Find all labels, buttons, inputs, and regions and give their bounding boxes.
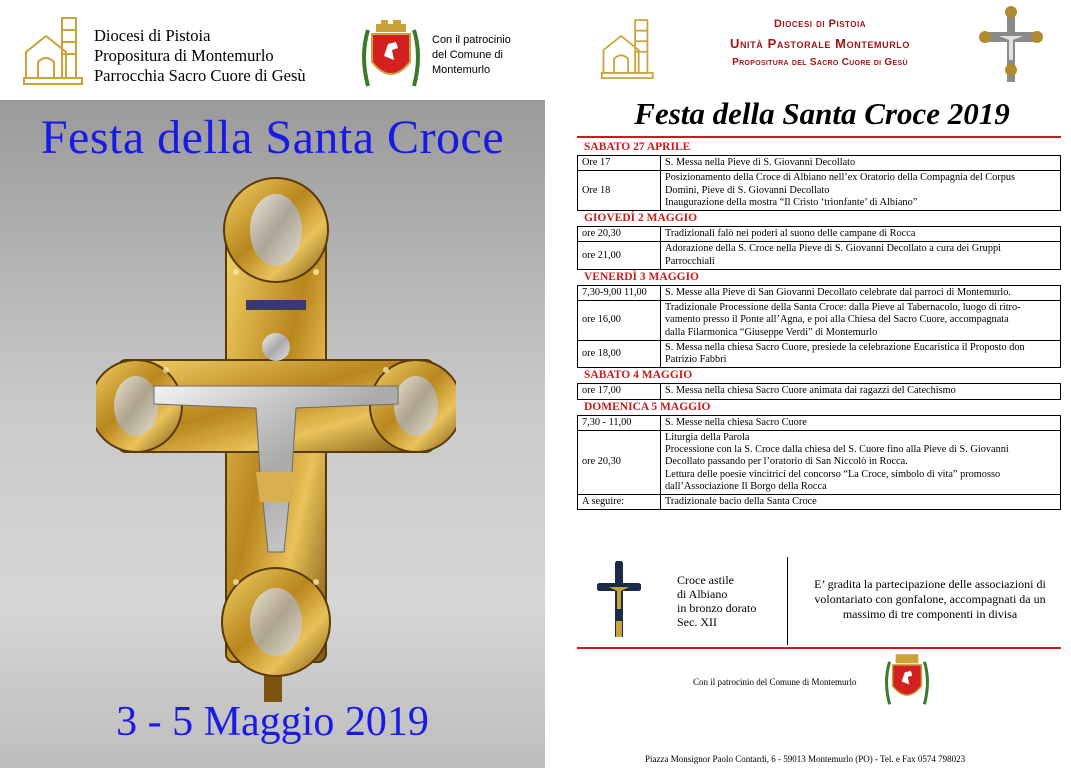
diocese-line: Propositura di Montemurlo: [94, 46, 274, 65]
day-events: [577, 415, 1061, 510]
event-row: [578, 156, 1061, 171]
event-desc: [661, 495, 1061, 510]
caption-line: Sec. XII: [677, 615, 717, 629]
event-line: Lettura delle poesie vincitrici del concorso “La Croce, simbolo di vita” promosso: [665, 468, 1001, 480]
albiano-cross-icon: [597, 561, 641, 639]
parish-heading: [675, 18, 965, 68]
event-time: 7,30 - 11,00: [578, 415, 661, 430]
event-time: ore 17,00: [578, 384, 661, 399]
event-line: S. Messa nella Pieve di S. Giovanni Decollato: [665, 157, 856, 169]
event-row: [578, 171, 1061, 211]
day-heading: SABATO 27 APRILE: [584, 141, 691, 153]
event-line: Inaugurazione della mostra “Il Cristo ‘trionfante’ di Albiano”: [665, 196, 918, 208]
day-events: [577, 226, 1061, 270]
patronage-note: [432, 33, 511, 78]
right-page: [545, 0, 1071, 768]
event-time: ore 20,30: [578, 227, 661, 242]
day-events: [577, 285, 1061, 368]
event-desc: [661, 227, 1061, 242]
event-time: ore 16,00: [578, 301, 661, 341]
diocese-line: Parrocchia Sacro Cuore di Gesù: [94, 66, 306, 85]
event-time: Ore 17: [578, 156, 661, 171]
event-line: Liturgia della Parola: [665, 432, 750, 444]
event-line: dalla Filarmonica “Giuseppe Verdi” di Montemurlo: [665, 326, 878, 338]
small-cross-icon: [979, 4, 1043, 84]
event-line: Adorazione della S. Croce nella Pieve di S. Giovanni Decollato a cura dei Gruppi: [665, 243, 1001, 255]
event-time: ore 21,00: [578, 242, 661, 269]
coat-of-arms-icon: [882, 650, 932, 710]
caption-line: di Albiano: [677, 587, 728, 601]
poster-title: Festa della Santa Croce: [40, 111, 505, 164]
event-row: [578, 415, 1061, 430]
caption-line: in bronzo dorato: [677, 601, 757, 615]
cross-caption: [677, 573, 756, 629]
poster-dates: 3 - 5 Maggio 2019: [116, 699, 429, 745]
event-row: [578, 431, 1061, 495]
event-time: A seguire:: [578, 495, 661, 510]
event-line: S. Messe nella chiesa Sacro Cuore: [665, 416, 807, 428]
event-time: ore 20,30: [578, 431, 661, 495]
event-line: S. Messa nella chiesa Sacro Cuore animata dai ragazzi del Catechismo: [665, 385, 956, 397]
event-line: Posizionamento della Croce di Albiano nell’ex Oratorio della Compagnia del Corpus: [665, 172, 1016, 184]
event-line: Domini, Pieve di S. Giovanni Decollato: [665, 184, 830, 196]
red-rule: [577, 136, 1061, 138]
diocese-line: Diocesi di Pistoia: [94, 26, 211, 45]
event-desc: [661, 171, 1061, 211]
event-row: [578, 384, 1061, 399]
coat-of-arms-icon: [358, 16, 424, 92]
event-line: Processione con la S. Croce dalla chiesa del S. Cuore fino alla Pieve di S. Giovanni: [665, 444, 1009, 456]
event-row: [578, 301, 1061, 341]
event-line: Tradizionale bacio della Santa Croce: [665, 496, 817, 508]
patronage-line: Con il patrocinio: [432, 34, 511, 46]
day-heading: GIOVEDÌ 2 MAGGIO: [584, 212, 698, 225]
event-time: 7,30-9,00 11,00: [578, 286, 661, 301]
church-logo-icon: [600, 18, 658, 82]
left-header: [0, 0, 545, 100]
event-row: [578, 340, 1061, 367]
event-line: S. Messa nella chiesa Sacro Cuore, presiede la celebrazione Eucaristica il Proposto don: [665, 341, 1025, 353]
event-row: [578, 227, 1061, 242]
day-events: [577, 383, 1061, 399]
info-box: [577, 557, 1061, 645]
program-title: Festa della Santa Croce 2019: [634, 96, 1010, 131]
event-desc: [661, 340, 1061, 367]
event-line: Tradizionali falò nei poderi al suono delle campane di Rocca: [665, 228, 916, 240]
church-logo-icon: [22, 16, 88, 88]
day-heading: VENERDÌ 3 MAGGIO: [584, 270, 700, 283]
event-line: vamento presso il Ponte all’Agna, e poi alla Chiesa del Sacro Cuore, accompagnata: [665, 314, 1009, 326]
caption-line: Croce astile: [677, 573, 734, 587]
event-desc: [661, 301, 1061, 341]
heading-diocese: Diocesi di Pistoia: [773, 18, 867, 30]
event-desc: [661, 415, 1061, 430]
event-desc: [661, 384, 1061, 399]
poster: [0, 100, 545, 768]
event-line: S. Messe alla Pieve di San Giovanni Decollato celebrate dai parroci di Montemurlo.: [665, 287, 1011, 299]
day-events: [577, 155, 1061, 211]
golden-cross-image: [96, 172, 456, 702]
participation-note: E’ gradita la partecipazione delle associazioni di volontariato con gonfalone, accompagnati da un massimo di tre componenti in divisa: [814, 577, 1046, 621]
address: Piazza Monsignor Paolo Contardi, 6 - 59013 Montemurlo (PO) - Tel. e Fax 0574 798023: [645, 754, 966, 764]
event-desc: [661, 156, 1061, 171]
event-line: Patrizio Fabbri: [665, 354, 727, 366]
event-line: Decollato passando per l’oratorio di San Niccolò in Rocca.: [665, 456, 908, 468]
event-row: [578, 242, 1061, 269]
schedule: [577, 140, 1061, 510]
heading-propositura: Propositura del Sacro Cuore di Gesù: [732, 57, 908, 68]
patronage-footer: Con il patrocinio del Comune di Montemurlo: [693, 677, 857, 687]
event-time: Ore 18: [578, 171, 661, 211]
day-heading: DOMENICA 5 MAGGIO: [584, 400, 711, 413]
event-desc: [661, 242, 1061, 269]
event-desc: [661, 431, 1061, 495]
event-time: ore 18,00: [578, 340, 661, 367]
diocese-lines: [94, 26, 306, 86]
heading-unit: Unità Pastorale Montemurlo: [729, 36, 911, 51]
day-heading: SABATO 4 MAGGIO: [584, 369, 693, 382]
event-line: dall’Associazione Il Borgo della Rocca: [665, 480, 827, 492]
red-rule: [577, 647, 1061, 649]
event-line: Parrocchiali: [665, 255, 715, 267]
divider: [787, 557, 788, 645]
event-row: [578, 286, 1061, 301]
event-line: Tradizionale Processione della Santa Croce: dalla Pieve al Tabernacolo, luogo di ritro-: [665, 302, 1021, 314]
patronage-line: del Comune di: [432, 49, 503, 61]
event-desc: [661, 286, 1061, 301]
patronage-line: Montemurlo: [432, 64, 491, 76]
event-row: [578, 495, 1061, 510]
